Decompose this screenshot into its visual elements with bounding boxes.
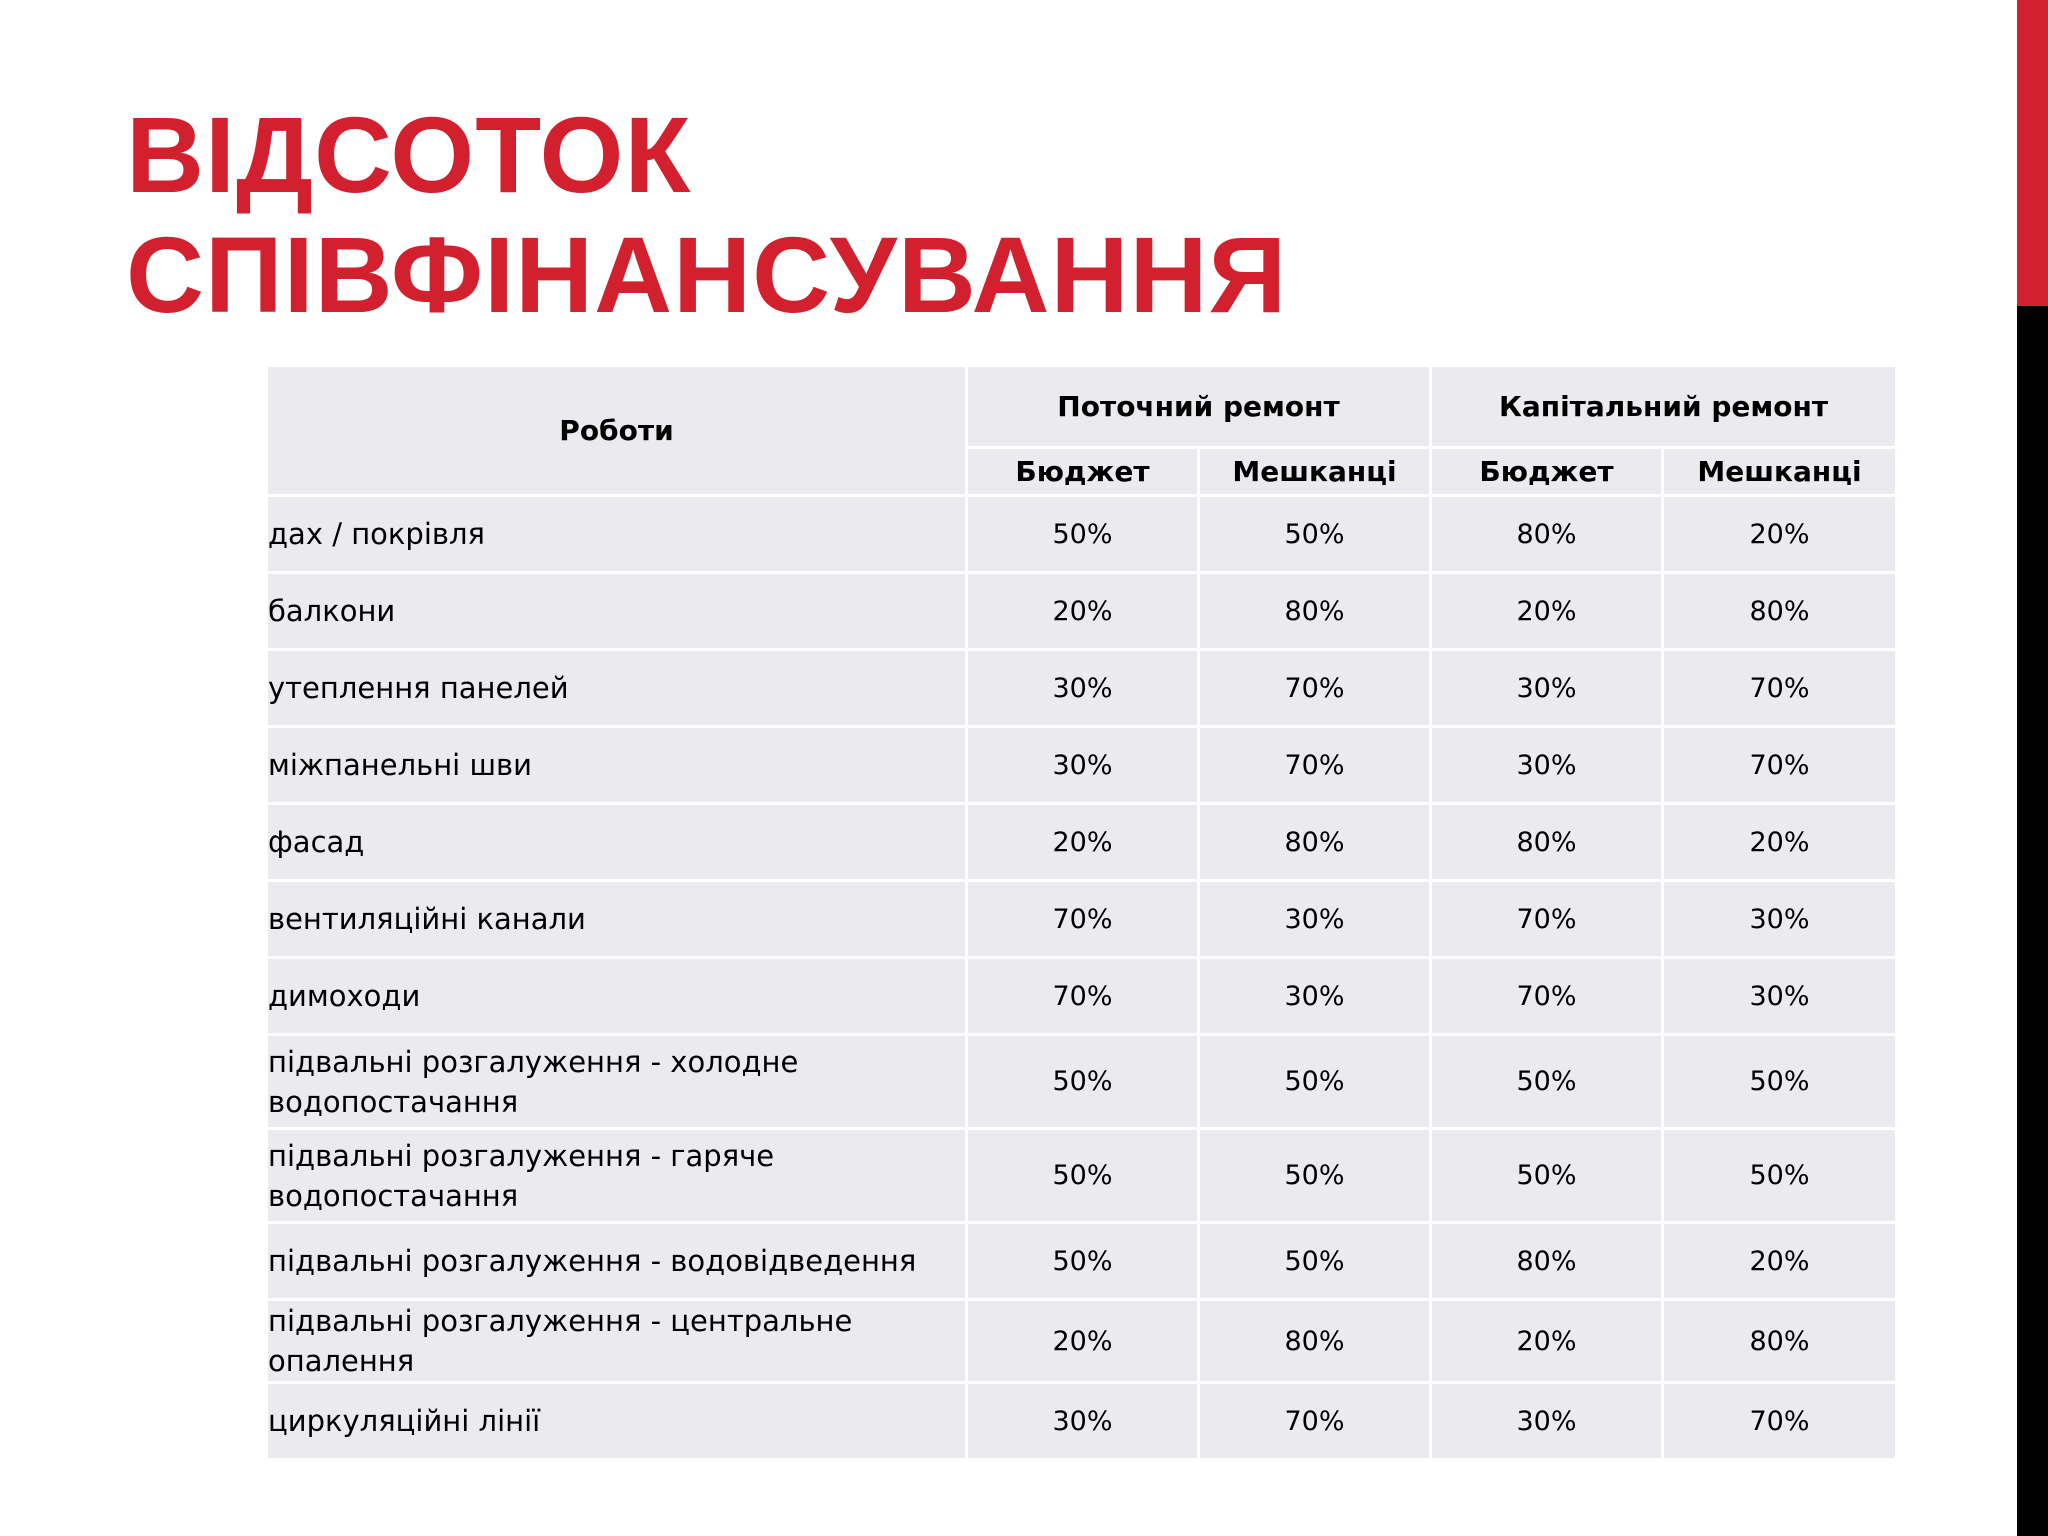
table-body — [267, 496, 1897, 1460]
current-residents-cell: 70% — [1199, 650, 1431, 727]
table-row — [267, 1035, 1897, 1129]
header-capital-repair: Капітальний ремонт — [1431, 366, 1897, 448]
table-row — [267, 1383, 1897, 1460]
capital-residents-cell: 30% — [1663, 881, 1897, 958]
current-residents-cell: 50% — [1199, 1129, 1431, 1223]
capital-residents-cell: 70% — [1663, 727, 1897, 804]
current-residents-cell: 80% — [1199, 573, 1431, 650]
work-name-cell: підвальні розгалуження - холодне водопостачання — [267, 1035, 967, 1129]
table-row — [267, 804, 1897, 881]
capital-residents-cell: 50% — [1663, 1035, 1897, 1129]
capital-budget-cell: 70% — [1431, 881, 1663, 958]
current-budget-cell: 70% — [967, 958, 1199, 1035]
current-residents-cell: 80% — [1199, 1300, 1431, 1383]
capital-residents-cell: 20% — [1663, 1223, 1897, 1300]
capital-residents-cell: 30% — [1663, 958, 1897, 1035]
table-row — [267, 496, 1897, 573]
work-name-cell: циркуляційні лінії — [267, 1383, 967, 1460]
capital-residents-cell: 50% — [1663, 1129, 1897, 1223]
current-budget-cell: 30% — [967, 650, 1199, 727]
capital-budget-cell: 80% — [1431, 1223, 1663, 1300]
header-current-budget: Бюджет — [967, 448, 1199, 496]
current-residents-cell: 70% — [1199, 1383, 1431, 1460]
work-name-cell: дах / покрівля — [267, 496, 967, 573]
table-row — [267, 1223, 1897, 1300]
capital-residents-cell: 20% — [1663, 804, 1897, 881]
table-row — [267, 881, 1897, 958]
capital-budget-cell: 80% — [1431, 804, 1663, 881]
table-row — [267, 958, 1897, 1035]
header-capital-budget: Бюджет — [1431, 448, 1663, 496]
capital-residents-cell: 80% — [1663, 1300, 1897, 1383]
current-budget-cell: 30% — [967, 727, 1199, 804]
side-accent-bar-red — [2017, 0, 2048, 306]
side-accent-bar-black — [2017, 306, 2048, 1536]
work-name-cell: міжпанельні шви — [267, 727, 967, 804]
cofinancing-table — [265, 364, 1898, 1461]
capital-residents-cell: 80% — [1663, 573, 1897, 650]
work-name-cell: димоходи — [267, 958, 967, 1035]
capital-budget-cell: 30% — [1431, 1383, 1663, 1460]
capital-budget-cell: 80% — [1431, 496, 1663, 573]
capital-budget-cell: 50% — [1431, 1035, 1663, 1129]
header-current-residents: Мешканці — [1199, 448, 1431, 496]
header-current-repair: Поточний ремонт — [967, 366, 1431, 448]
current-residents-cell: 30% — [1199, 881, 1431, 958]
current-budget-cell: 30% — [967, 1383, 1199, 1460]
work-name-cell: вентиляційні канали — [267, 881, 967, 958]
table-row — [267, 1300, 1897, 1383]
current-budget-cell: 50% — [967, 1035, 1199, 1129]
current-residents-cell: 30% — [1199, 958, 1431, 1035]
current-residents-cell: 70% — [1199, 727, 1431, 804]
table-row — [267, 650, 1897, 727]
work-name-cell: фасад — [267, 804, 967, 881]
work-name-cell: утеплення панелей — [267, 650, 967, 727]
header-capital-residents: Мешканці — [1663, 448, 1897, 496]
capital-budget-cell: 70% — [1431, 958, 1663, 1035]
current-budget-cell: 20% — [967, 573, 1199, 650]
header-works: Роботи — [267, 366, 967, 496]
current-budget-cell: 50% — [967, 1129, 1199, 1223]
capital-residents-cell: 20% — [1663, 496, 1897, 573]
table-row — [267, 573, 1897, 650]
current-residents-cell: 80% — [1199, 804, 1431, 881]
current-residents-cell: 50% — [1199, 496, 1431, 573]
current-budget-cell: 20% — [967, 804, 1199, 881]
work-name-cell: балкони — [267, 573, 967, 650]
work-name-cell: підвальні розгалуження - гаряче водопостачання — [267, 1129, 967, 1223]
capital-residents-cell: 70% — [1663, 650, 1897, 727]
table-row — [267, 1129, 1897, 1223]
capital-budget-cell: 30% — [1431, 727, 1663, 804]
current-budget-cell: 20% — [967, 1300, 1199, 1383]
current-residents-cell: 50% — [1199, 1035, 1431, 1129]
slide-title-line-2: СПІВФІНАНСУВАННЯ — [126, 214, 1288, 335]
capital-budget-cell: 20% — [1431, 573, 1663, 650]
current-budget-cell: 50% — [967, 1223, 1199, 1300]
work-name-cell: підвальні розгалуження - водовідведення — [267, 1223, 967, 1300]
table-row — [267, 727, 1897, 804]
current-residents-cell: 50% — [1199, 1223, 1431, 1300]
capital-budget-cell: 20% — [1431, 1300, 1663, 1383]
work-name-cell: підвальні розгалуження - центральне опалення — [267, 1300, 967, 1383]
capital-residents-cell: 70% — [1663, 1383, 1897, 1460]
current-budget-cell: 70% — [967, 881, 1199, 958]
capital-budget-cell: 50% — [1431, 1129, 1663, 1223]
slide-title — [126, 95, 1287, 335]
table-header — [267, 366, 1897, 496]
capital-budget-cell: 30% — [1431, 650, 1663, 727]
slide-title-line-1: ВІДСОТОК — [126, 94, 692, 215]
current-budget-cell: 50% — [967, 496, 1199, 573]
